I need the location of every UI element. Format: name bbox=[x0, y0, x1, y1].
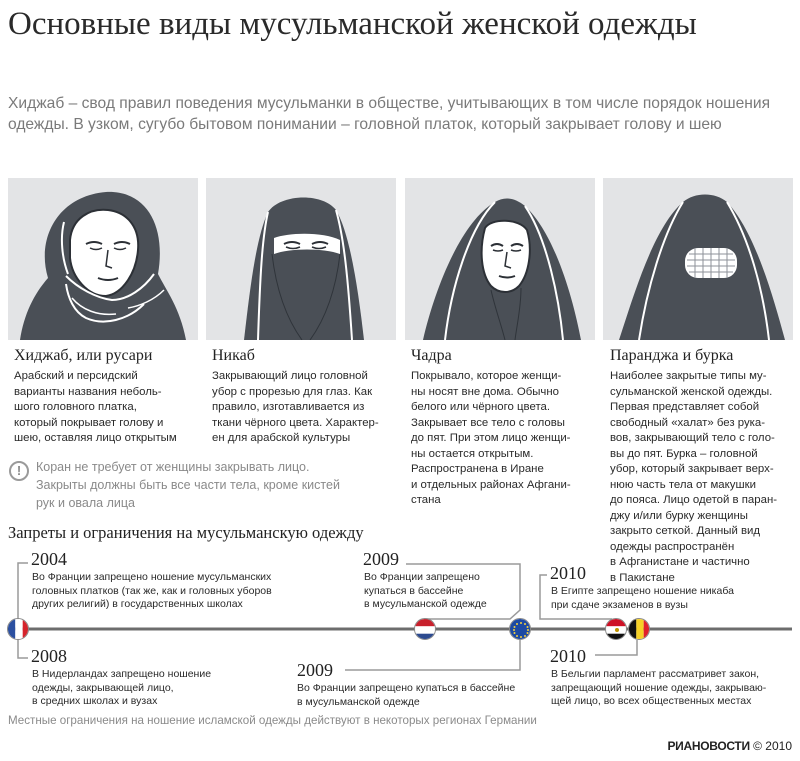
text-line: других религий) в государственных школах bbox=[32, 598, 243, 610]
card-title-chador: Чадра bbox=[411, 347, 452, 364]
text-line: головных платков (так же, как и головных уборов bbox=[32, 584, 272, 597]
text-line: ны остается открытым. bbox=[411, 447, 534, 460]
netherlands-flag-icon bbox=[414, 618, 436, 640]
page-title: Основные виды мусульманской женской одежды bbox=[8, 6, 697, 42]
text-line: белого или чёрного цвета. bbox=[411, 401, 551, 413]
belgium-flag-icon bbox=[628, 618, 650, 640]
european-union-flag-icon bbox=[509, 618, 531, 640]
text-line: Во Франции запрещено bbox=[364, 571, 480, 583]
text-line: Закрывающий лицо головной bbox=[212, 370, 368, 382]
event-year-2010-egypt: 2010 bbox=[547, 563, 589, 583]
brand-credit bbox=[667, 739, 792, 753]
text-line: рук и овала лица bbox=[36, 496, 135, 510]
text-line: ткани чёрного цвета. Характер- bbox=[212, 416, 379, 429]
text-line: Наиболее закрытые типы му- bbox=[610, 370, 767, 382]
event-year-2009-top: 2009 bbox=[360, 549, 402, 569]
text-line: свободный «халат» без рука- bbox=[610, 416, 766, 429]
card-title-niqab: Никаб bbox=[212, 347, 255, 364]
text-line: Арабский и персидский bbox=[14, 370, 138, 382]
event-year-2008: 2008 bbox=[28, 646, 70, 666]
card-title-hijab: Хиджаб, или русари bbox=[14, 347, 153, 364]
text-line: щей лицо, во всех общественных местах bbox=[551, 695, 752, 707]
copyright: © 2010 bbox=[753, 739, 792, 753]
text-line: в Афганистане и частично bbox=[610, 556, 750, 568]
text-line: одежды, закрывающей лицо, bbox=[32, 681, 174, 694]
text-line: правило, изготавливается из bbox=[212, 401, 365, 413]
text-line: Коран не требует от женщины закрывать лицо. bbox=[36, 460, 310, 474]
text-line: закрыто сеткой. Данный вид bbox=[610, 525, 761, 537]
event-text-2009-top bbox=[364, 571, 487, 612]
event-text-2008 bbox=[32, 668, 211, 709]
card-title-burqa: Паранджа и бурка bbox=[610, 347, 734, 364]
text-line: Закрыты должны быть все части тела, кроме кистей bbox=[36, 478, 340, 492]
text-line: шею, оставляя лицо открытым bbox=[14, 432, 177, 444]
text-line: стана bbox=[411, 494, 441, 506]
text-line: вов, закрывающий тело с голо- bbox=[610, 432, 775, 444]
text-line: в мусульманской одежде bbox=[364, 598, 487, 610]
text-line: ны носят вне дома. Обычно bbox=[411, 385, 559, 398]
exclamation-icon: ! bbox=[9, 461, 29, 481]
text-line: джу и/или бурку женщины bbox=[610, 509, 748, 522]
text-line: Во Франции запрещено купаться в бассейне bbox=[297, 682, 516, 694]
text-line: варианты названия неболь- bbox=[14, 385, 162, 398]
event-text-2009-bottom bbox=[297, 682, 515, 709]
event-year-2004: 2004 bbox=[28, 549, 70, 569]
text-line: при сдаче экзаменов в вузы bbox=[551, 598, 688, 611]
text-line: запрещающий ношение одежды, закрываю- bbox=[551, 681, 767, 694]
text-line: сульманской женской одежды. bbox=[610, 385, 773, 398]
event-year-2009-bottom: 2009 bbox=[294, 660, 336, 680]
text-line: шого головного платка, bbox=[14, 401, 137, 413]
text-line: и отдельных районах Афгани- bbox=[411, 478, 571, 491]
text-line: купаться в бассейне bbox=[364, 584, 464, 597]
text-line: Первая представляет собой bbox=[610, 401, 760, 413]
text-line: Закрывает все тело с головы bbox=[411, 416, 565, 429]
text-line: в средних школах и вузах bbox=[32, 695, 158, 707]
text-line: убор с прорезью для глаз. Как bbox=[212, 385, 373, 398]
timeline-title: Запреты и ограничения на мусульманскую одежду bbox=[8, 523, 364, 542]
text-line: в мусульманской одежде bbox=[297, 695, 420, 708]
text-line: убор, который закрывает верх- bbox=[610, 463, 774, 475]
text-line: Распространена в Иране bbox=[411, 463, 544, 475]
event-text-2004 bbox=[32, 571, 272, 612]
page-subtitle: Хиджаб – свод правил поведения мусульманки в обществе, учитывающих в том числе порядок ношения одежды. В узком, сугубо бытовом понимании – головной платок, который закрывает голову и шею bbox=[8, 95, 771, 133]
text-line: вы до пят. Бурка – головной bbox=[610, 447, 758, 460]
text-line: В Нидерландах запрещено ношение bbox=[32, 668, 212, 680]
event-text-2010-belgium bbox=[551, 668, 766, 709]
text-line: который покрывает голову и bbox=[14, 416, 164, 429]
text-line: до пят. При этом лицо женщи- bbox=[411, 432, 571, 444]
text-line: ен для арабской культуры bbox=[212, 432, 351, 444]
text-line: нюю часть тела от макушки bbox=[610, 478, 756, 491]
text-line: до пояса. Лицо одетой в паран- bbox=[610, 494, 778, 506]
text-line: одежды распространён bbox=[610, 540, 735, 553]
event-year-2010-belgium: 2010 bbox=[547, 646, 589, 666]
germany-footnote: Местные ограничения на ношение исламской одежды действуют в некоторых регионах Германии bbox=[8, 714, 537, 727]
text-line: В Бельгии парламент рассматривет закон, bbox=[551, 668, 760, 680]
egypt-flag-icon bbox=[605, 618, 627, 640]
text-line: Во Франции запрещено ношение мусульманских bbox=[32, 571, 272, 583]
france-flag-icon bbox=[7, 618, 29, 640]
text-line: В Египте запрещено ношение никаба bbox=[551, 585, 734, 597]
ria-novosti-logo: РИАНОВОСТИ bbox=[667, 739, 750, 753]
text-line: в Пакистане bbox=[610, 571, 675, 584]
text-line: Покрывало, которое женщи- bbox=[411, 370, 562, 382]
event-text-2010-egypt bbox=[551, 585, 734, 612]
